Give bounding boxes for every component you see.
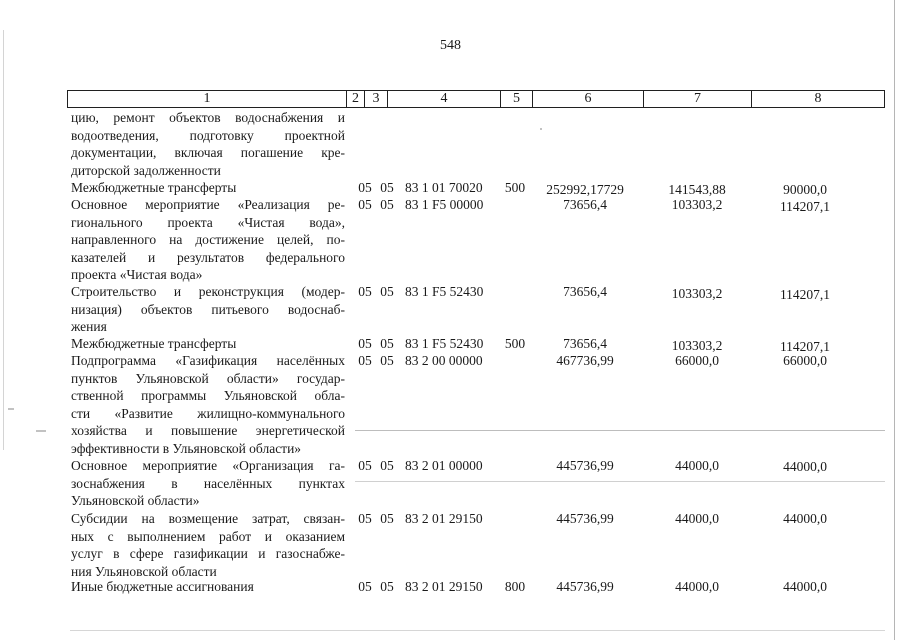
row-name-line: жения (71, 319, 107, 334)
cell-amount-6: 252992,17729 (546, 182, 624, 197)
cell-section: 05 (358, 336, 372, 351)
cell-target-code: 83 1 F5 52430 (405, 336, 484, 351)
row-name (71, 196, 345, 284)
cell-section: 05 (358, 180, 372, 195)
cell-amount-6: 73656,4 (563, 197, 607, 212)
cell-amount-8: 114207,1 (779, 287, 831, 302)
row-name-line: ственной программы Ульяновской обла- (71, 388, 345, 403)
scan-artifact (36, 430, 46, 432)
row-name-line: услуг в сфере газификации и газоснабже- (71, 546, 345, 561)
cell-amount-6: 73656,4 (563, 336, 607, 351)
row-name (71, 109, 345, 179)
cell-amount-6: 73656,4 (563, 284, 607, 299)
row-name-line: документации, включая погашение кре- (71, 145, 345, 160)
cell-subsection: 05 (380, 353, 394, 368)
row-name-line: хозяйства и повышение энергетической (71, 423, 345, 438)
scan-edge-line (3, 30, 4, 450)
row-name-line: диторской задолженности (71, 162, 221, 178)
row-name-line: Основное мероприятие «Реализация ре- (71, 197, 345, 212)
cell-target-code: 83 2 00 00000 (405, 353, 483, 368)
row-name-line: цию, ремонт объектов водоснабжения и (71, 110, 345, 125)
cell-amount-6: 445736,99 (556, 511, 614, 526)
row-name (71, 510, 345, 580)
row-name-line: направленного на достижение целей, по- (71, 232, 345, 247)
row-name-line: Субсидии на возмещение затрат, связан- (71, 511, 345, 526)
header-cell-1: 1 (203, 91, 211, 106)
cell-amount-7: 66000,0 (675, 353, 719, 368)
row-name-line: низация) объектов питьевого водоснаб- (71, 301, 345, 317)
cell-target-code: 83 2 01 29150 (405, 579, 483, 594)
header-cell-5: 5 (513, 91, 520, 106)
cell-section: 05 (358, 458, 372, 473)
cell-amount-6: 467736,99 (556, 353, 614, 368)
row-name-line: проекта «Чистая вода» (71, 267, 203, 282)
row-name-line: казателей и результатов федерального (71, 249, 345, 265)
cell-target-code: 83 2 01 29150 (405, 511, 483, 526)
cell-amount-7: 103303,2 (671, 197, 723, 212)
cell-expense-type: 500 (504, 336, 526, 351)
row-name-line: ных с выполнением работ и оказанием (71, 528, 345, 544)
scan-edge-line (894, 0, 895, 640)
cell-amount-6: 445736,99 (556, 458, 614, 473)
cell-amount-8: 44000,0 (783, 579, 827, 594)
row-name-line: эффективности в Ульяновской области» (71, 440, 302, 456)
cell-amount-8: 44000,0 (783, 459, 827, 474)
cell-amount-7: 44000,0 (675, 458, 719, 473)
cell-target-code: 83 2 01 00000 (405, 458, 483, 473)
row-name (71, 283, 345, 336)
row-name (71, 335, 345, 353)
header-cell-8: 8 (814, 91, 822, 106)
cell-section: 05 (358, 353, 372, 368)
cell-section: 05 (358, 511, 372, 526)
cell-amount-8: 90000,0 (783, 182, 827, 197)
cell-subsection: 05 (380, 180, 394, 195)
row-name-line: Межбюджетные трансферты (71, 180, 237, 195)
row-name (71, 578, 345, 596)
header-cell-3: 3 (372, 91, 380, 106)
row-name-line: Иные бюджетные ассигнования (71, 579, 254, 594)
cell-subsection: 05 (380, 197, 394, 212)
row-name-line: Основное мероприятие «Организация га- (71, 458, 345, 473)
row-name (71, 457, 345, 510)
cell-amount-7: 103303,2 (671, 286, 723, 301)
cell-section: 05 (358, 197, 372, 212)
cell-amount-8: 44000,0 (783, 511, 827, 526)
cell-subsection: 05 (380, 579, 394, 594)
cell-amount-8: 114207,1 (779, 339, 831, 354)
cell-subsection: 05 (380, 336, 394, 351)
header-cell-2: 2 (352, 91, 359, 106)
row-name (71, 352, 345, 457)
cell-target-code: 83 1 01 70020 (405, 180, 483, 195)
row-name-line: Межбюджетные трансферты (71, 336, 237, 351)
row-name-line: Ульяновской области» (71, 493, 200, 508)
row-name-line: ния Ульяновской области (71, 563, 217, 579)
cell-expense-type: 800 (504, 579, 526, 594)
cell-target-code: 83 1 F5 52430 (405, 284, 484, 299)
row-name-line: Строительство и реконструкция (модер- (71, 284, 345, 299)
cell-subsection: 05 (380, 458, 394, 473)
cell-amount-7: 103303,2 (671, 338, 723, 353)
cell-amount-7: 44000,0 (675, 511, 719, 526)
cell-amount-7: 44000,0 (675, 579, 719, 594)
scan-artifact (540, 128, 542, 130)
cell-amount-6: 445736,99 (556, 579, 614, 594)
cell-section: 05 (358, 579, 372, 594)
row-name-line: зоснабжения в населённых пунктах (71, 475, 345, 491)
cell-amount-8: 66000,0 (783, 353, 827, 368)
row-name-line: пунктов Ульяновской области» государ- (71, 370, 345, 386)
row-name-line: сти «Развитие жилищно-коммунального (71, 405, 345, 421)
cell-expense-type: 500 (504, 180, 526, 195)
table-header (67, 90, 885, 108)
cell-section: 05 (358, 284, 372, 299)
row-name-line: гионального проекта «Чистая вода», (71, 214, 345, 230)
cell-amount-7: 141543,88 (668, 182, 726, 197)
cell-subsection: 05 (380, 284, 394, 299)
header-cell-7: 7 (694, 91, 701, 106)
header-cell-6: 6 (584, 91, 592, 106)
scan-artifact (355, 481, 885, 482)
row-name-line: водоотведения, подготовку проектной (71, 127, 345, 143)
page-number: 548 (440, 38, 461, 53)
row-name (71, 179, 345, 197)
cell-subsection: 05 (380, 511, 394, 526)
cell-amount-8: 114207,1 (779, 199, 831, 214)
row-name-line: Подпрограмма «Газификация населённых (71, 353, 345, 368)
cell-target-code: 83 1 F5 00000 (405, 197, 484, 212)
scan-artifact (70, 630, 885, 631)
scan-artifact (355, 430, 885, 431)
header-cell-4: 4 (440, 91, 448, 106)
scan-artifact (8, 408, 14, 410)
